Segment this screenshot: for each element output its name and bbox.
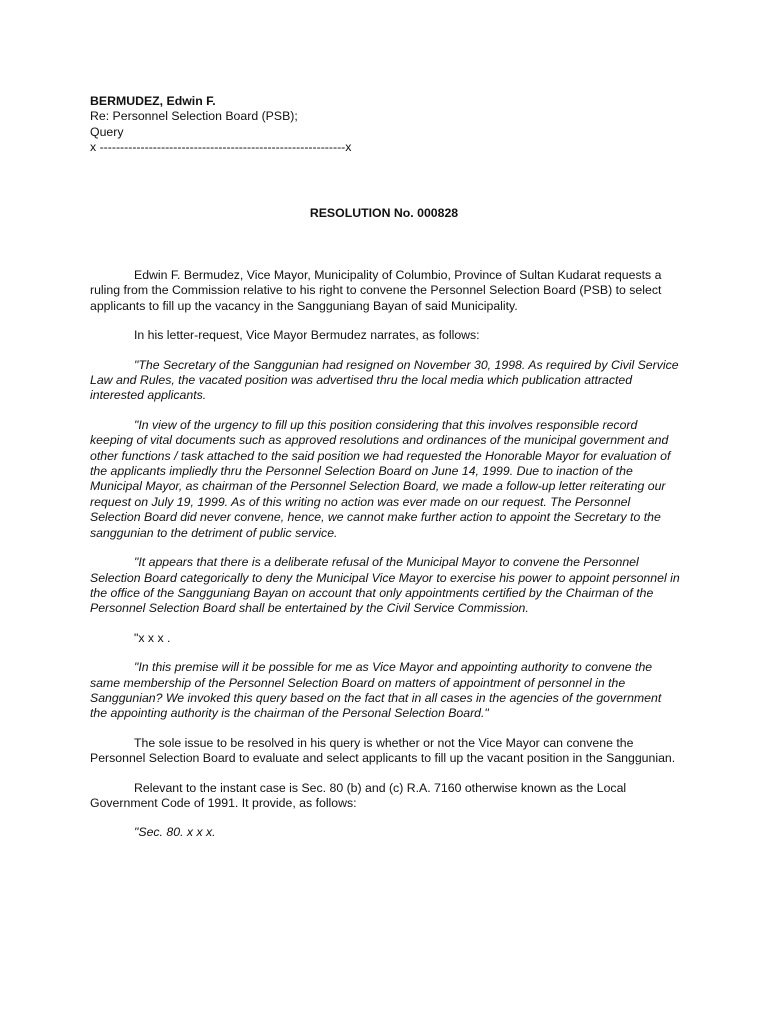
- party-name: BERMUDEZ, Edwin F.: [90, 94, 216, 108]
- resolution-body: [90, 268, 680, 855]
- case-header: [90, 94, 690, 156]
- quote-premise-question: "In this premise will it be possible for me as Vice Mayor and appointing authority to convene the same membership of the Personnel Selection Board on matters of appointment of personnel in the Sanggunian? We invoked this query based on the fact that in all cases in the agencies of the government the appointing authority is the chairman of the Personal Selection Board.": [90, 660, 662, 721]
- paragraph-request: Edwin F. Bermudez, Vice Mayor, Municipality of Columbio, Province of Sultan Kudarat requests a ruling from the Commission relative to his right to convene the Personnel Selection Board (PSB) to select applicants to fill up the vacancy in the Sangguniang Bayan of said Municipality.: [90, 268, 662, 313]
- paragraph-relevant-law: Relevant to the instant case is Sec. 80 (b) and (c) R.A. 7160 otherwise known as the Local Government Code of 1991. It provide, as follows:: [90, 780, 627, 810]
- query-line: Query: [90, 124, 124, 139]
- quote-omission: "x x x .: [134, 630, 171, 645]
- quote-deliberate-refusal: "It appears that there is a deliberate refusal of the Municipal Mayor to convene the Personnel Selection Board categorically to deny the Municipal Vice Mayor to exercise his power to appoint personnel in the office of the Sangguniang Bayan on account that only appointments certified by the Chairman of the Personnel Selection Board shall be entertained by the Civil Service Commission.: [90, 555, 680, 616]
- quote-secretary-resigned: "The Secretary of the Sanggunian had resigned on November 30, 1998. As required by Civil Service Law and Rules, the vacated position was advertised thru the local media which publication attracted interested applicants.: [90, 357, 679, 403]
- paragraph-sole-issue: The sole issue to be resolved in his query is whether or not the Vice Mayor can convene the Personnel Selection Board to evaluate and select applicants to fill up the vacant position in the Sanggunian.: [90, 735, 676, 766]
- re-line: Re: Personnel Selection Board (PSB);: [90, 109, 298, 124]
- resolution-title: RESOLUTION No. 000828: [309, 206, 459, 220]
- separator-line: x ------------------------------------------------------------x: [90, 140, 352, 155]
- quote-sec-80: "Sec. 80. x x x.: [134, 825, 216, 840]
- quote-urgency: "In view of the urgency to fill up this position considering that this involves responsible record keeping of vital documents such as approved resolutions and ordinances of the municipal government and other functions / task attached to the said position we had requested the Honorable Mayor for evaluation of the applicants impliedly thru the Personnel Selection Board on June 14, 1999. Due to inaction of the Municipal Mayor, as chairman of the Personnel Selection Board, we made a follow-up letter reiterating our request on July 19, 1999. As of this writing no action was ever made on our request. The Personnel Selection Board did never convene, hence, we cannot make further action to appoint the Secretary to the sanggunian to the detriment of public service.: [90, 417, 671, 540]
- paragraph-narration-intro: In his letter-request, Vice Mayor Bermudez narrates, as follows:: [134, 328, 480, 343]
